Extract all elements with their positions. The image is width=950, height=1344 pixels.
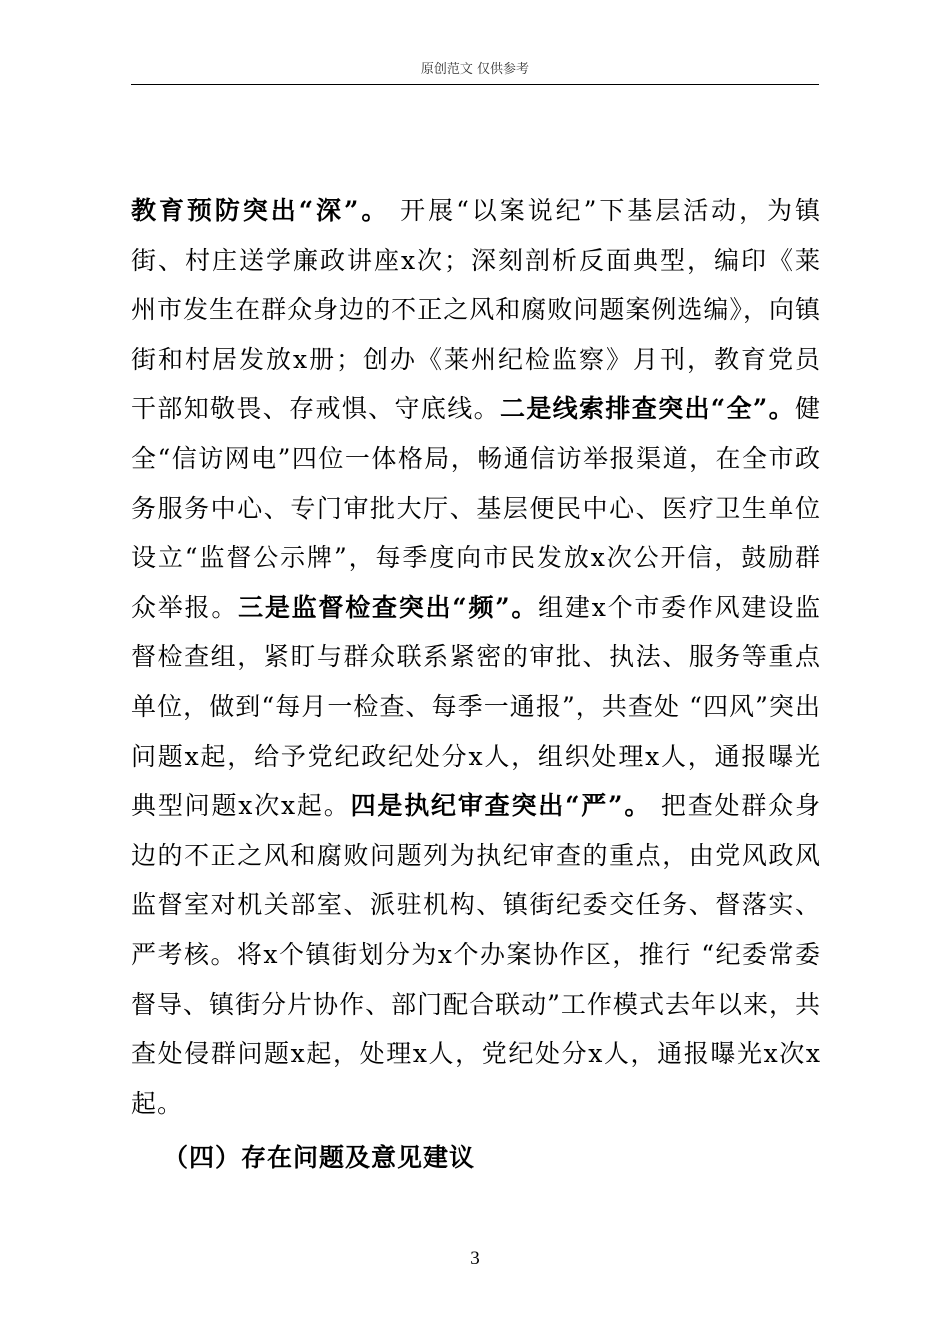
page-header	[131, 60, 819, 85]
point4-text: 把查处群众身边的不正之风和腐败问题列为执纪审查的重点，由党风政风监督室对机关部室、派驻机构、镇街纪委交任务、督落实、严考核。将x个镇街划分为x个办案协作区，推行 “纪委常委督导、镇街分片协作、部门配合联动”工作模式去年以来，共查处侵群问题x起，处理x人，党纪处分x人，通报曝光x次x起。	[131, 791, 821, 1118]
point3-text: 组建x个市委作风建设监督检查组，紧盯与群众联系紧密的审批、执法、服务等重点单位，做到“每月一检查、每季一通报”，共查处 “四风”突出问题x起，给予党纪政纪处分x人，组织处理x人，通报曝光典型问题x次x起。	[131, 592, 821, 821]
point2-text: 健全“信访网电”四位一体格局，畅通信访举报渠道，在全市政务服务中心、专门审批大厅、基层便民中心、医疗卫生单位设立“监督公示牌”，每季度向市民发放x次公开信，鼓励群众举报。	[131, 394, 821, 622]
section-heading: （四）存在问题及意见建议	[163, 1143, 476, 1172]
point3-heading: 三是监督检查突出“频”。	[238, 592, 539, 622]
point2-heading: 二是线索排查突出“全”。	[499, 394, 795, 424]
lead-text: 开展“以案说纪”下基层活动，为镇街、村庄送学廉政讲座x次；深刻剖析反面典型，编印《莱州市发生在群众身边的不正之风和腐败问题案例选编》，向镇街和村居发放x册；创办《莱州纪检监察》月刊，教育党员干部知敬畏、存戒惧、守底线。	[131, 196, 822, 424]
header-text: 原创范文 仅供参考	[420, 62, 530, 77]
lead-heading: 教育预防突出“深”。	[131, 196, 390, 225]
page-number: 3	[470, 1248, 480, 1269]
point4-heading: 四是执纪审查突出“严”。	[350, 791, 652, 821]
body-paragraph	[131, 186, 821, 1128]
